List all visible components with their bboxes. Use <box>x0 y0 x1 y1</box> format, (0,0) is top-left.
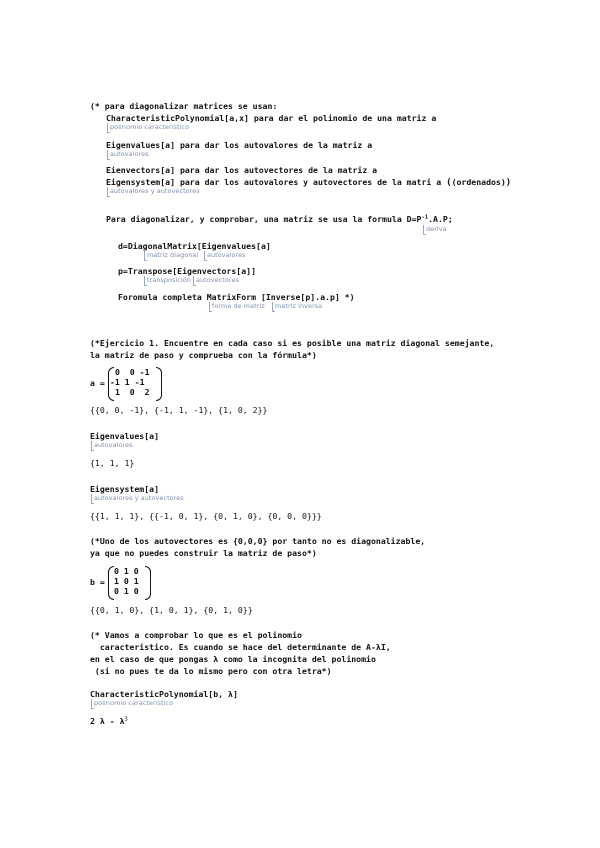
intro-line-2: CharacteristicPolynomial[a,x] para dar el polinomio de una matriz a <box>106 113 437 123</box>
annotation-forma-matriz: forma de matriz <box>212 302 265 310</box>
intro-line-6: Para diagonalizar, y comprobar, una matriz se usa la formula $D=P^{-1}.A.P$; <box>106 214 453 224</box>
annotation-matriz-inversa: matriz inversa <box>275 302 323 310</box>
charpoly-output: 2 λ - $\lambda^3$ <box>90 716 128 726</box>
annotation-autovalores-autovectores: autovalores y autovectores <box>110 187 200 195</box>
intro-line-8: p=Transpose[Eigenvectors[a]] <box>118 266 257 276</box>
eigensystem-input: Eigensystem[a] <box>90 484 160 494</box>
annotation-autovalores: autovalores <box>110 150 149 158</box>
intro-line-9: Foromula completa MatrixForm [Inverse[p].a.p] *) <box>118 292 355 302</box>
annotation-autovalores-autovectores-2: autovalores y autovectores <box>94 494 184 502</box>
matrix-b-output: {{0, 1, 0}, {1, 0, 1}, {0, 1, 0}} <box>90 605 253 615</box>
annotation-matriz-diagonal: matriz diagonal <box>147 251 199 259</box>
annotation-polinomio-2: polinomio característico <box>94 699 174 707</box>
matrix-a-output: {{0, 0, -1}, {-1, 1, -1}, {1, 0, 2}} <box>90 405 268 415</box>
matrix-a-row-1: 0 0 -1 <box>115 367 150 377</box>
matrix-a-row-3: 1 0 2 <box>115 387 150 397</box>
annotation-autovectores: autovectores <box>196 276 239 284</box>
eigensystem-output: {{1, 1, 1}, {{-1, 0, 1}, {0, 1, 0}, {0, 0, 0}}} <box>90 511 322 521</box>
matrix-b-right-paren <box>145 566 151 600</box>
intro-line-5: Eigensystem[a] para dar los autovalores y autovectores de la matri a ((ordenados)) <box>106 177 512 188</box>
exercise-comment-7: en el caso de que pongas λ como la incognita del polinomio <box>90 654 376 664</box>
annotation-autovalores-2: autovalores <box>207 251 246 259</box>
matrix-b-row-3: 0 1 0 <box>114 586 139 596</box>
exercise-comment-2: la matriz de paso y comprueba con la fórmula*) <box>90 350 317 360</box>
exercise-comment-5: (* Vamos a comprobar lo que es el polinomio <box>90 630 302 640</box>
matrix-b-row-2: 1 0 1 <box>114 576 139 586</box>
annotation-autovalores-3: autovalores <box>94 441 133 449</box>
matrix-a-right-paren <box>156 367 162 401</box>
eigenvalues-output: {1, 1, 1} <box>90 458 135 468</box>
annotation-deriva: deriva <box>426 225 447 233</box>
exercise-comment-8: (si no pues te da lo mismo pero con otra letra*) <box>90 666 332 676</box>
intro-line-7: d=DiagonalMatrix[Eigenvalues[a] <box>118 241 271 251</box>
intro-line-1: (* para diagonalizar matrices se usan: <box>90 101 278 111</box>
exercise-comment-6: caracteristico. Es cuando se hace del determinante de A-λI, <box>90 642 391 652</box>
annotation-transposicion: transposición <box>147 276 192 284</box>
annotation-polinomio: polinomio característico <box>110 123 190 131</box>
charpoly-input: CharacteristicPolynomial[b, λ] <box>90 689 238 699</box>
exercise-comment-3: (*Uno de los autovectores es {0,0,0} por tanto no es diagonalizable, <box>90 536 426 546</box>
matrix-b-row-1: 0 1 0 <box>114 566 139 576</box>
matrix-a-row-2: -1 1 -1 <box>110 377 145 387</box>
intro-line-3: Eigenvalues[a] para dar los autovalores de la matriz a <box>106 140 373 150</box>
intro-line-4: Eienvectors[a] para dar los autovectores de la matriz a <box>106 165 378 175</box>
eigenvalues-input: Eigenvalues[a] <box>90 431 160 441</box>
exercise-comment-1: (*Ejercicio 1. Encuentre en cada caso si es posible una matriz diagonal semejante, <box>90 338 495 348</box>
matrix-b-label: b = <box>90 577 105 587</box>
matrix-a-label: a = <box>90 378 105 388</box>
exercise-comment-4: ya que no puedes construir la matriz de paso*) <box>90 548 317 558</box>
